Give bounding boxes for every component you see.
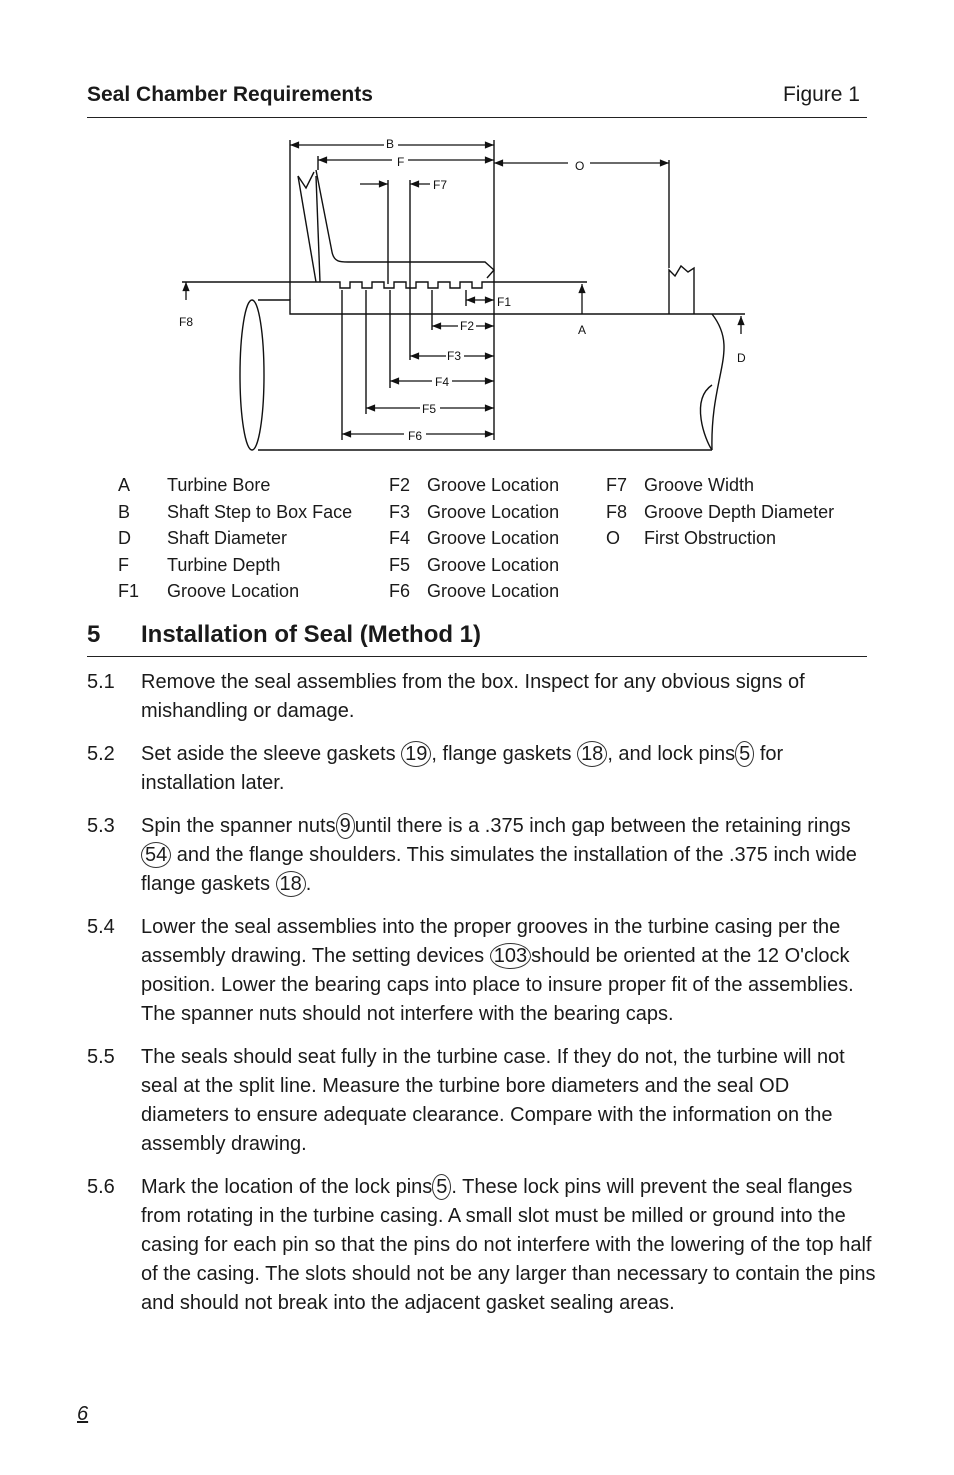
label-d: D [737, 351, 746, 365]
legend-item: D Shaft Diameter [118, 528, 288, 548]
legend-column-1 [118, 472, 352, 605]
page-number: 6 [77, 1403, 89, 1425]
label-o: O [575, 159, 585, 173]
label-f8: F8 [179, 315, 194, 329]
legend-item: A Turbine Bore [118, 475, 271, 495]
legend-item: F8 Groove Depth Diameter [606, 501, 835, 522]
figure-heading: Seal Chamber Requirements [87, 83, 373, 106]
legend-item: F Turbine Depth [118, 554, 281, 575]
legend-item: F2 Groove Location [389, 475, 560, 495]
section-rule [87, 656, 867, 657]
legend-item: F3 Groove Location [389, 501, 560, 522]
callout-5: 5 [432, 1174, 451, 1200]
callout-18: 18 [276, 871, 306, 897]
callout-9: 9 [336, 813, 355, 839]
callout-5: 5 [735, 741, 754, 767]
seal-chamber-diagram [0, 0, 954, 470]
callout-54: 54 [141, 842, 171, 868]
step-5-3: 5.3 Spin the spanner nuts 9 until there is a .375 inch gap between the retaining rings 54 and the flange shoulders. This simulates the installation of the .375 inch wide flange gaskets 18 . [87, 815, 857, 895]
label-f5: F5 [422, 402, 437, 416]
legend-item: O First Obstruction [606, 528, 777, 548]
legend-column-3 [606, 472, 834, 552]
callout-103: 103 [490, 943, 531, 969]
step-5-1: 5.1 Remove the seal assemblies from the box. Inspect for any obvious signs of mishandling or damage. [87, 671, 805, 722]
legend-column-2 [389, 472, 559, 605]
label-f4: F4 [435, 375, 450, 389]
step-list [87, 668, 877, 1332]
step-5-4: 5.4 Lower the seal assemblies into the proper grooves in the turbine casing per the assembly drawing. The setting devices 103 should be oriented at the 12 O'clock position. Lower the bearing caps into place to insure proper fit of the assemblies. The spanner nuts should not interfere with the bearing caps. [87, 916, 854, 1025]
callout-18: 18 [577, 741, 607, 767]
step-5-5: 5.5 The seals should seat fully in the turbine case. If they do not, the turbine will not seal at the split line. Measure the turbine bore diameters and the seal OD diameters to ensure adequate clearance. Compare with the information on the assembly drawing. [87, 1046, 845, 1155]
label-f2: F2 [460, 319, 475, 333]
callout-19: 19 [401, 741, 431, 767]
legend-item: F5 Groove Location [389, 554, 560, 575]
section-heading: 5 Installation of Seal (Method 1) [87, 621, 482, 648]
step-5-6: 5.6 Mark the location of the lock pins 5 . These lock pins will prevent the seal flanges from rotating in the turbine casing. A small slot must be milled or ground into the casing for each pin so that the pins do not interfere with the lowering of the top half of the casing. The slots should not be any larger than necessary to contain the pins and should not break into the adjacent gasket sealing areas. [87, 1176, 876, 1314]
label-f1: F1 [497, 295, 512, 309]
figure-number: Figure 1 [782, 83, 860, 106]
legend-item: F4 Groove Location [389, 528, 560, 548]
label-a: A [578, 323, 587, 337]
step-5-2: 5.2 Set aside the sleeve gaskets 19 , flange gaskets 18 , and lock pins 5 for installation later. [87, 743, 784, 794]
label-b: B [386, 137, 395, 151]
legend-item: F1 Groove Location [118, 581, 300, 601]
legend-item: B Shaft Step to Box Face [118, 501, 353, 522]
legend-item: F6 Groove Location [389, 581, 560, 601]
label-f6: F6 [408, 429, 423, 443]
legend-item: F7 Groove Width [606, 475, 755, 495]
label-f: F [397, 155, 405, 169]
label-f7: F7 [433, 178, 448, 192]
label-f3: F3 [447, 349, 462, 363]
